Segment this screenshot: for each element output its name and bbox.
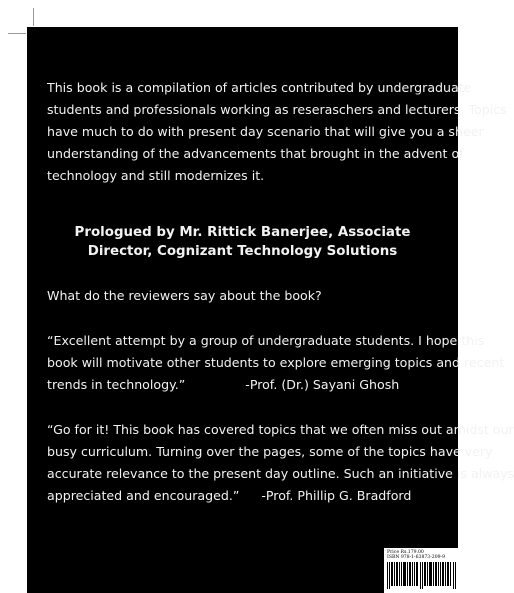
back-cover xyxy=(27,27,514,593)
review-line: accurate relevance to the present day outline. Such an initiative is always xyxy=(47,466,514,481)
crop-mark-horizontal xyxy=(8,33,26,34)
intro-line: have much to do with present day scenario that will give you a sheer xyxy=(47,124,484,139)
review-attribution: -Prof. Phillip G. Bradford xyxy=(261,488,412,503)
review-line: busy curriculum. Turning over the pages, some of the topics have very xyxy=(47,444,493,459)
price-text: Price Rs.179.00 xyxy=(387,550,424,555)
intro-line: students and professionals working as reseraschers and lecturers. Topics xyxy=(47,102,507,117)
barcode-label xyxy=(384,548,458,593)
review-line: “Excellent attempt by a group of undergraduate students. I hope this xyxy=(47,333,485,348)
prologue-line: Prologued by Mr. Rittick Banerjee, Associate xyxy=(74,225,411,240)
review-quote-1 xyxy=(47,330,505,396)
review-line: book will motivate other students to explore emerging topics and recent xyxy=(47,355,505,370)
review-quote-2 xyxy=(47,419,514,507)
prologue-line: Director, Cognizant Technology Solutions xyxy=(87,244,398,259)
review-line xyxy=(47,374,477,396)
barcode-icon xyxy=(387,562,457,589)
review-line: “Go for it! This book has covered topics that we often miss out amidst our xyxy=(47,422,514,437)
prologue-heading xyxy=(27,223,458,261)
crop-mark-vertical xyxy=(33,8,34,26)
intro-paragraph xyxy=(47,77,507,187)
review-line-text: trends in technology.” xyxy=(47,377,186,392)
review-line xyxy=(47,485,477,507)
intro-line: understanding of the advancements that brought in the advent of xyxy=(47,146,464,161)
review-attribution: -Prof. (Dr.) Sayani Ghosh xyxy=(245,377,400,392)
intro-line: This book is a compilation of articles contributed by undergraduate xyxy=(47,80,472,95)
reviewers-question: What do the reviewers say about the book? xyxy=(47,288,322,303)
intro-line: technology and still modernizes it. xyxy=(47,168,265,183)
isbn-text: ISBN 978-1-63873-209-9 xyxy=(387,555,446,560)
review-line-text: appreciated and encouraged.” xyxy=(47,488,240,503)
